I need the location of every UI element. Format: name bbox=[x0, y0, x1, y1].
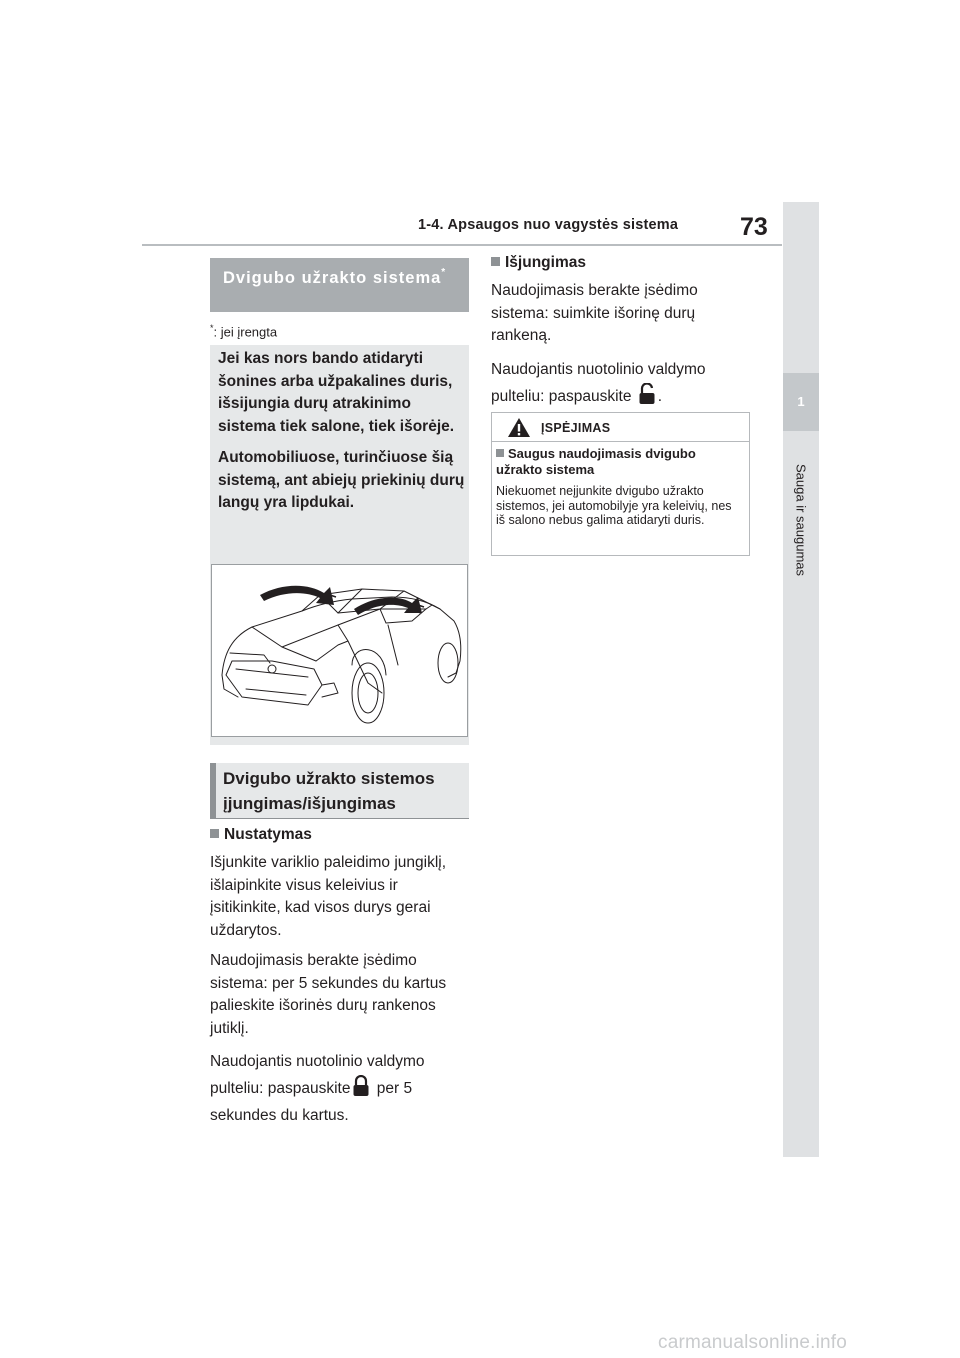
setting-paragraph-1: Išjunkite variklio paleidimo jungiklį, išlaipinkite visus keleivius ir įsitikinkite, kad visos durys gerai uždarytos. bbox=[210, 854, 447, 939]
heading-double-lock-text: Dvigubo užrakto sistema bbox=[223, 269, 442, 287]
heading-double-lock-system bbox=[210, 258, 469, 312]
setting-paragraph-3 bbox=[210, 1048, 468, 1129]
warning-subheading bbox=[496, 446, 741, 478]
info-panel-text bbox=[218, 348, 465, 524]
section-title: 1-4. Apsaugos nuo vagystės sistema bbox=[418, 217, 679, 233]
square-bullet bbox=[496, 449, 504, 457]
chapter-side-tab bbox=[783, 202, 819, 1157]
subhead-setting-text: Nustatymas bbox=[224, 826, 312, 843]
setting-paragraph-3-start: Naudojantis nuotolinio valdymo pulteliu: paspauskite bbox=[210, 1053, 425, 1097]
footnote bbox=[210, 323, 277, 339]
disabling-paragraph-2-start: Naudojantis nuotolinio valdymo pulteliu: paspauskite bbox=[491, 360, 706, 405]
chapter-label: Sauga ir saugumas bbox=[793, 463, 809, 577]
header-rule bbox=[142, 244, 782, 246]
square-bullet bbox=[491, 257, 500, 266]
lock-closed-icon bbox=[352, 1075, 370, 1097]
heading-double-lock-on-off: Dvigubo užrakto sistemos įjungimas/išjungimas bbox=[210, 763, 469, 819]
info-paragraph-1: Jei kas nors bando atidaryti šonines arba užpakalines duris, išsijungia durų atrakinimo sistema tiek salone, tiek išorėje. bbox=[218, 350, 455, 435]
car-drawing bbox=[212, 565, 467, 736]
warning-subheading-text: Saugus naudojimasis dvigubo užrakto sistema bbox=[496, 446, 696, 477]
info-paragraph-2: Automobiliuose, turinčiuose šią sistemą, ant abiejų priekinių durų langų yra lipdukai. bbox=[218, 449, 465, 511]
lock-open-icon bbox=[638, 383, 656, 405]
disabling-paragraph-1: Naudojimasis berakte įsėdimo sistema: suimkite išorinę durų rankeną. bbox=[491, 282, 698, 344]
subhead-setting bbox=[210, 826, 312, 844]
page-number: 73 bbox=[740, 213, 768, 241]
setting-paragraph-2: Naudojimasis berakte įsėdimo sistema: per 5 sekundes du kartus palieskite išorinės durų rankenos jutiklį. bbox=[210, 952, 447, 1037]
disabling-paragraph-2 bbox=[491, 356, 749, 410]
heading-asterisk: * bbox=[441, 267, 447, 278]
subhead-disabling bbox=[491, 254, 586, 272]
warning-triangle-icon bbox=[507, 417, 531, 443]
setting-instructions bbox=[210, 852, 468, 1137]
chapter-number: 1 bbox=[797, 394, 805, 409]
square-bullet bbox=[210, 829, 219, 838]
disabling-instructions bbox=[491, 280, 749, 418]
footnote-text: : jei įrengta bbox=[213, 324, 278, 340]
watermark: carmanualsonline.info bbox=[658, 1332, 848, 1353]
car-illustration bbox=[211, 564, 468, 737]
disabling-paragraph-2-end: . bbox=[657, 387, 663, 405]
footnote-asterisk: * bbox=[210, 323, 214, 333]
subhead-disabling-text: Išjungimas bbox=[505, 254, 586, 271]
warning-body: Niekuomet neįjunkite dvigubo užrakto sistemos, jei automobilyje yra keleivių, nes iš salono nebus galima atidaryti duris. bbox=[496, 484, 732, 527]
warning-title: ĮSPĖJIMAS bbox=[541, 421, 611, 435]
setting-paragraph-3-end: per 5 sekundes du kartus. bbox=[210, 1080, 413, 1124]
